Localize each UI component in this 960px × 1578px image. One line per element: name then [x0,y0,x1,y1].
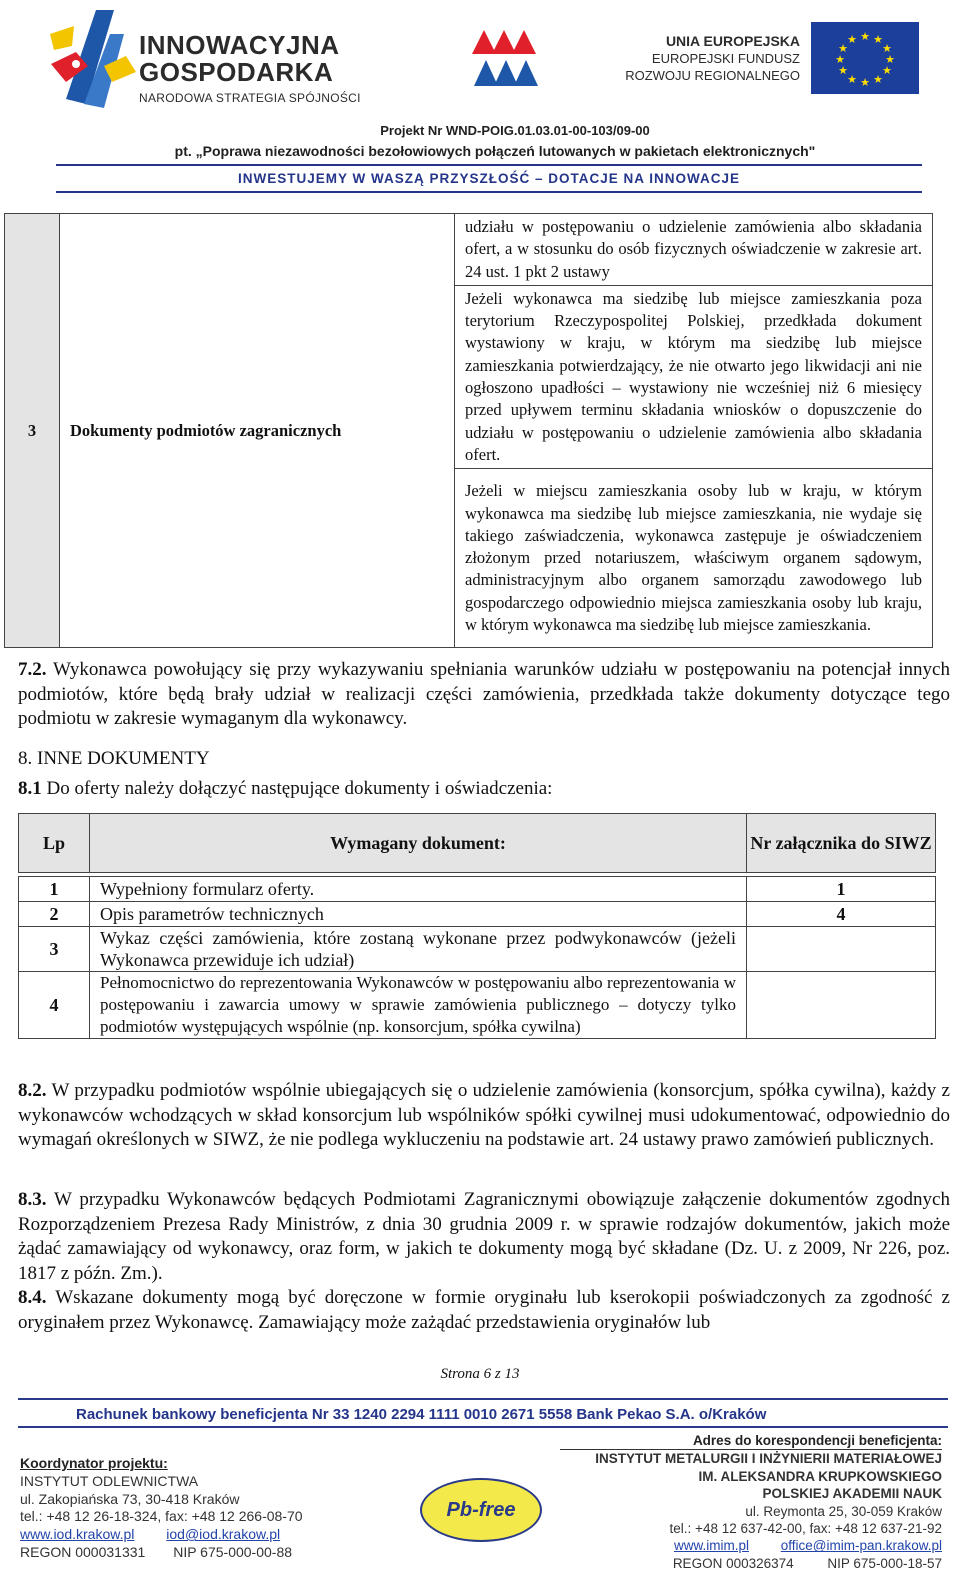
desc-cell: Jeżeli w miejscu zamieszkania osoby lub w kraju, w którym wykonawca ma siedzibę lub miejsce zamieszkania, nie wydaje się takiego zaświadczenia, wykonawca zastępuje je oświadczeniem złożonym przed notariuszem, właściwym organem sądowym, administracyjnym albo organem samorządu zawodowego lub gospodarczego odpowiednio miejsca zamieszkania osoby lub kraju, w którym wykonawca ma siedzibę lub miejsce zamieszkania. [455,469,933,648]
paragraph-7-2 [18,658,950,732]
coordinator-org: INSTYTUT ODLEWNICTWA [20,1472,199,1489]
paragraph-8-3 [18,1188,950,1286]
header-document: Wymagany dokument: [90,814,747,873]
cell-attachment: 4 [747,902,936,927]
cell-lp: 4 [19,972,90,1039]
svg-text:★: ★ [860,76,870,89]
footer-divider-2 [18,1426,948,1428]
svg-text:★: ★ [847,33,857,46]
p84-num: 8.4. [18,1287,47,1308]
beneficiary-www-link[interactable]: www.imim.pl [673,1538,749,1554]
p83-text: W przypadku Wykonawców będących Podmiotami Zagranicznymi obowiązuje załączenie dokumentów zgodnych Rozporządzeniem Prezesa Rady Ministrów, z dnia 30 grudnia 2009 r. w sprawie rodzajów dokumentów, jakich może żądać zamawiający od wykonawcy, oraz form, w jakich te dokumenty mogą być składane (Dz. U. z 2009, Nr 226, poz. 1817 z późn. Zm.). [18,1189,950,1284]
footer-coordinator [20,1455,350,1562]
header-attachment: Nr załącznika do SIWZ [747,814,936,873]
header-divider [56,164,922,166]
p83-num: 8.3. [18,1189,47,1210]
required-documents-table [18,813,936,1039]
beneficiary-org1: INSTYTUT METALURGII I INŻYNIERII MATERIAŁOWEJ [595,1451,942,1467]
cell-lp: 3 [19,927,90,972]
cell-lp: 2 [19,902,90,927]
svg-text:★: ★ [873,33,883,46]
p84-text: Wskazane dokumenty mogą być doręczone w formie oryginału lub kserokopii poświadczonych za zgodność z oryginałem przez Wykonawcę. Zamawiający może zażądać przedstawienia oryginałów lub [18,1287,950,1333]
svg-text:★: ★ [835,53,845,66]
footer-divider [18,1398,948,1400]
ue-caption [600,33,800,84]
p72-text: Wykonawca powołujący się przy wykazywaniu spełniania warunków udziału w postępowaniu na potencjał innych podmiotów, które będą brały udział w realizacji części zamówienia, przedkłada także dokumenty dotyczące tego podmiotu w zakresie wymaganym dla wykonawcy. [18,659,950,730]
cell-document: Wykaz części zamówienia, które zostaną wykonane przez podwykonawców (jeżeli Wykonawca przewiduje ich udział) [90,927,747,972]
svg-text:★: ★ [860,30,870,43]
table-header-row [19,814,936,873]
project-title: pt. „Poprawa niezawodności bezołowiowych połączeń lutowanych w pakietach elektronicznych" [174,143,816,159]
p81-text: Do oferty należy dołączyć następujące dokumenty i oświadczenia: [41,778,553,799]
table-row [19,902,936,927]
beneficiary-org3: POLSKIEJ AKADEMII NAUK [762,1486,942,1502]
svg-text:★: ★ [882,64,892,77]
coordinator-www-link[interactable]: www.iod.krakow.pl [20,1526,135,1543]
paragraph-8-1 [18,777,950,802]
footer-beneficiary [560,1432,942,1572]
row-name: Dokumenty podmiotów zagranicznych [60,214,455,648]
cell-lp: 1 [19,877,90,902]
table-row [19,877,936,902]
beneficiary-org2: IM. ALEKSANDRA KRUPKOWSKIEGO [698,1468,942,1484]
coordinator-title: Koordynator projektu: [20,1455,168,1471]
beneficiary-email-link[interactable]: office@imim-pan.krakow.pl [780,1538,942,1554]
table-row [5,214,933,286]
pb-free-logo [420,1478,542,1542]
ue-line2: EUROPEJSKI FUNDUSZ [651,51,800,66]
coordinator-phone: tel.: +48 12 26-18-324, fax: +48 12 266-08-70 [20,1508,303,1525]
svg-text:★: ★ [885,53,895,66]
header-divider-2 [56,191,922,193]
beneficiary-address: ul. Reymonta 25, 30-059 Kraków [745,1503,942,1519]
coordinator-nip: NIP 675-000-00-88 [173,1543,293,1560]
header-lp: Lp [19,814,90,873]
section-8-heading: 8. INNE DOKUMENTY [18,748,210,769]
beneficiary-regon: REGON 000326374 [672,1555,794,1571]
page-number: Strona 6 z 13 [440,1366,520,1382]
ig-emblem-icon [46,4,141,112]
cell-attachment [747,927,936,972]
paragraph-8-4 [18,1286,950,1335]
beneficiary-nip: NIP 675-000-18-57 [827,1555,942,1571]
table-row [19,972,936,1039]
table-row [19,927,936,972]
cell-attachment [747,972,936,1039]
svg-text:★: ★ [882,42,892,55]
beneficiary-phone: tel.: +48 12 637-42-00, fax: +48 12 637-21-92 [669,1521,942,1537]
svg-text:★: ★ [873,73,883,86]
foreign-documents-table [4,213,933,648]
cell-document: Opis parametrów technicznych [90,902,747,927]
ig-subtitle: NARODOWA STRATEGIA SPÓJNOŚCI [139,91,361,105]
ue-line1: UNIA EUROPEJSKA [665,33,800,49]
ig-title-line1: INNOWACYJNA [139,30,340,60]
eu-flag-icon [811,22,919,94]
pb-free-text: Pb-free [446,1498,516,1521]
p72-num: 7.2. [18,659,47,680]
paragraph-8-2 [18,1079,950,1153]
ig-title-line2: GOSPODARKA [139,57,334,87]
cell-document: Pełnomocnictwo do reprezentowania Wykonawców w postępowaniu albo reprezentowania w postępowaniu i zawarcia umowy w sprawie zamówienia publicznego – dotyczy tylko podmiotów występujących wspólnie (np. konsorcjum, spółka cywilna) [90,972,747,1039]
p82-num: 8.2. [18,1080,47,1101]
project-number: Projekt Nr WND-POIG.01.03.01-00-103/09-00 [380,123,650,138]
coordinator-address: ul. Zakopiańska 73, 30-418 Kraków [20,1490,240,1507]
coordinator-regon: REGON 000031331 [20,1543,146,1560]
slogan: INWESTUJEMY W WASZĄ PRZYSZŁOŚĆ – DOTACJE NA INNOWACJE [237,171,741,186]
svg-text:★: ★ [847,73,857,86]
desc-cell: Jeżeli wykonawca ma siedzibę lub miejsce zamieszkania poza terytorium Rzeczypospolitej Polskiej, przedkłada dokument wystawiony w kraju, w którym ma siedzibę lub miejsce zamieszkania potwierdzający, że nie otwarto jego likwidacji ani nie ogłoszono upadłości – wystawiony nie wcześniej niż 6 miesięcy przed upływem terminu składania wniosków o dopuszczenie do udziału w postępowaniu o udzielenie zamówienia albo składania ofert. [455,285,933,468]
imim-logo-icon [470,24,542,92]
p81-num: 8.1 [18,778,42,799]
beneficiary-title: Adres do korespondencji beneficjenta: [560,1432,942,1450]
p82-text: W przypadku podmiotów wspólnie ubiegających się o udzielenie zamówienia (konsorcjum, spółka cywilna), każdy z wykonawców wchodzących w skład konsorcjum lub wspólników spółki cywilnej musi udokumentować, odpowiednio do wymagań określonych w SIWZ, że nie podlega wykluczeniu na podstawie art. 24 ustawy prawo zamówień publicznych. [18,1080,950,1151]
desc-cell: udziału w postępowaniu o udzielenie zamówienia albo składania ofert, a w stosunku do osób fizycznych oświadczenie w zakresie art. 24 ust. 1 pkt 2 ustawy [455,214,933,286]
innowacyjna-gospodarka-logo [46,4,386,114]
coordinator-email-link[interactable]: iod@iod.krakow.pl [166,1526,281,1543]
svg-text:★: ★ [838,42,848,55]
ue-line3: ROZWOJU REGIONALNEGO [625,68,800,83]
cell-attachment: 1 [747,877,936,902]
cell-document: Wypełniony formularz oferty. [90,877,747,902]
bank-account: Rachunek bankowy beneficjenta Nr 33 1240 2294 1111 0010 2671 5558 Bank Pekao S.A. o/Kraków [76,1406,767,1423]
svg-text:★: ★ [838,64,848,77]
row-lp: 3 [5,214,60,648]
